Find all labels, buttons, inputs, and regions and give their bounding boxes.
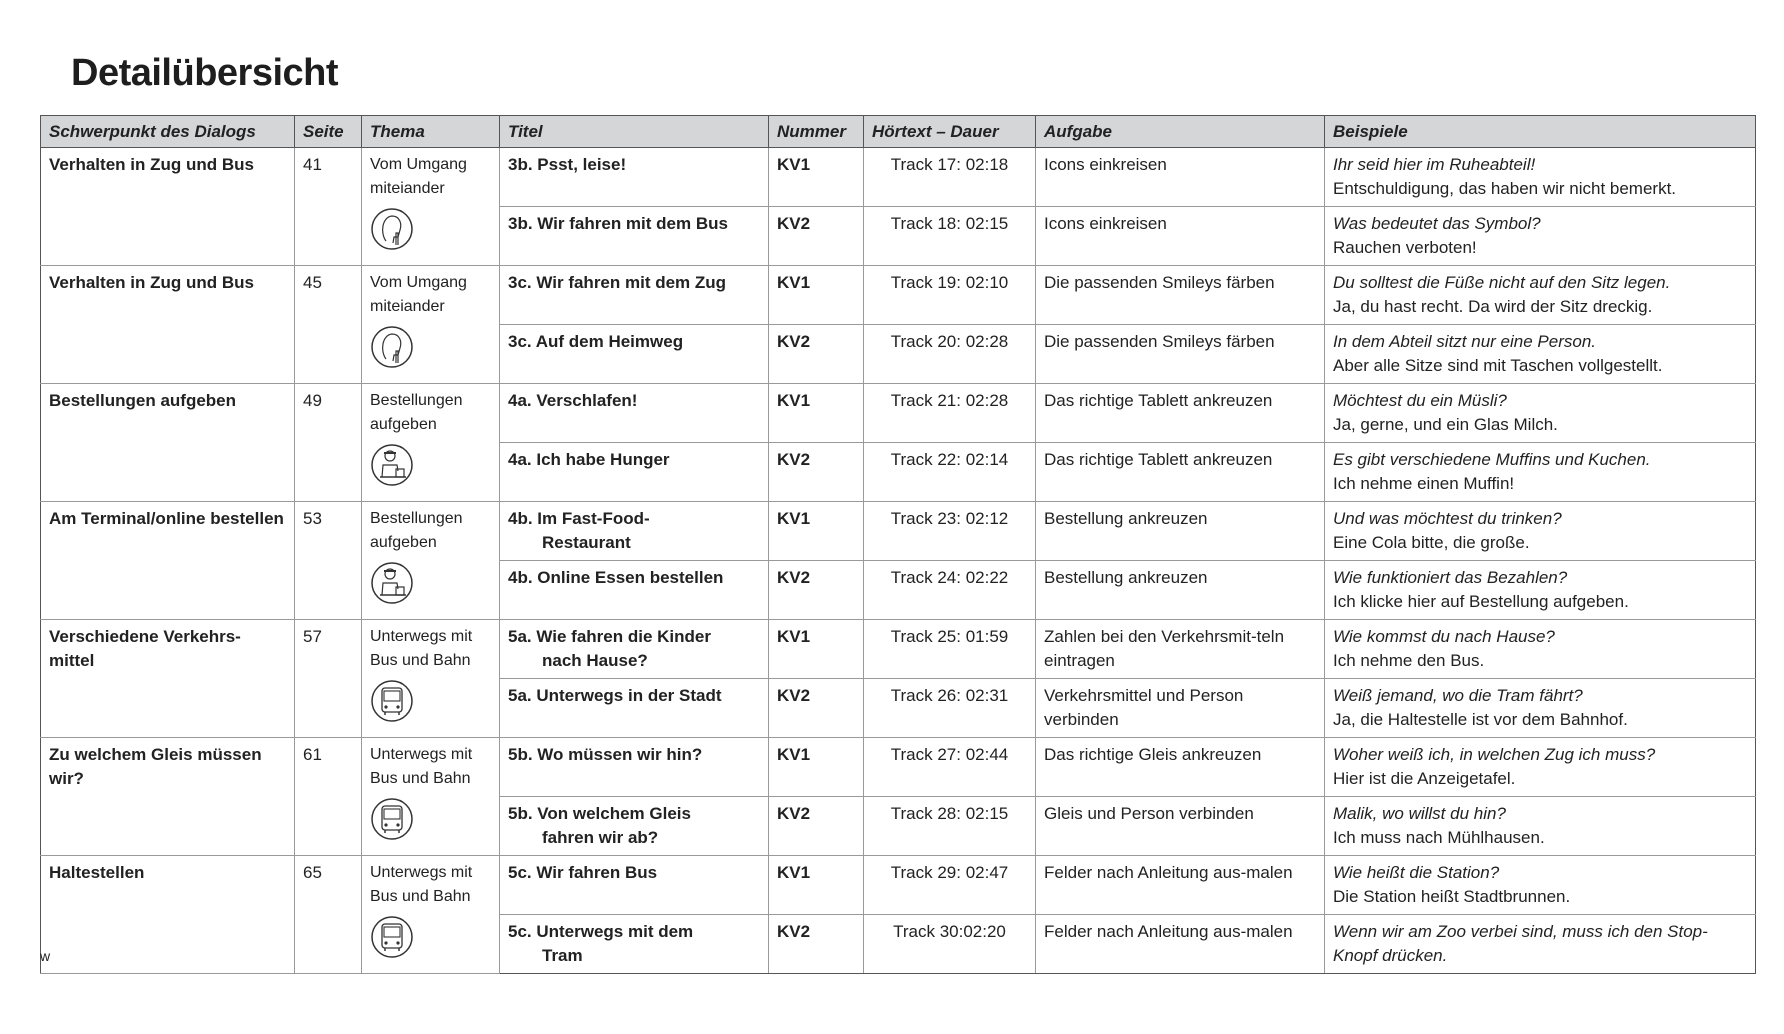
thema-cell — [362, 384, 500, 502]
table-row — [41, 856, 1756, 915]
titel-cell — [500, 561, 769, 620]
track-cell: Track 25: 01:59 — [864, 620, 1036, 679]
header-cell: Nummer — [769, 116, 864, 148]
schwerpunkt-cell: Verhalten in Zug und Bus — [41, 148, 295, 266]
nummer-cell: KV1 — [769, 738, 864, 797]
beispiele-cell — [1325, 502, 1756, 561]
example-question: Malik, wo willst du hin? — [1333, 804, 1506, 823]
table-row — [41, 266, 1756, 325]
example-question: Wie heißt die Station? — [1333, 863, 1500, 882]
nummer-cell: KV1 — [769, 856, 864, 915]
titel-line1: 4a. Verschlafen! — [508, 391, 638, 410]
header-cell: Beispiele — [1325, 116, 1756, 148]
nummer-cell: KV1 — [769, 266, 864, 325]
nummer-cell: KV2 — [769, 915, 864, 974]
seite-cell: 45 — [295, 266, 362, 384]
titel-line2: Restaurant — [542, 533, 631, 552]
aufgabe-cell: Verkehrsmittel und Person verbinden — [1036, 679, 1325, 738]
example-question: Du solltest die Füße nicht auf den Sitz legen. — [1333, 273, 1671, 292]
titel-cell — [500, 620, 769, 679]
detail-table — [40, 115, 1756, 974]
titel-cell — [500, 502, 769, 561]
schwerpunkt-cell: Zu welchem Gleis müssen wir? — [41, 738, 295, 856]
thema-label: Unterwegs mit Bus und Bahn — [370, 746, 473, 787]
example-question: Ihr seid hier im Ruheabteil! — [1333, 155, 1536, 174]
thema-cell — [362, 620, 500, 738]
cashier-icon — [370, 443, 491, 487]
example-question: Und was möchtest du trinken? — [1333, 509, 1562, 528]
bus-icon — [370, 797, 491, 841]
nummer-cell: KV2 — [769, 325, 864, 384]
titel-cell — [500, 266, 769, 325]
track-cell: Track 28: 02:15 — [864, 797, 1036, 856]
track-cell: Track 26: 02:31 — [864, 679, 1036, 738]
thema-cell — [362, 856, 500, 974]
example-answer: Aber alle Sitze sind mit Taschen vollgestellt. — [1333, 356, 1663, 375]
titel-line1: 5a. Unterwegs in der Stadt — [508, 686, 722, 705]
titel-line1: 3c. Auf dem Heimweg — [508, 332, 684, 351]
beispiele-cell — [1325, 679, 1756, 738]
aufgabe-cell: Das richtige Gleis ankreuzen — [1036, 738, 1325, 797]
aufgabe-cell: Bestellung ankreuzen — [1036, 561, 1325, 620]
nummer-cell: KV2 — [769, 797, 864, 856]
thema-label: Bestellungen aufgeben — [370, 510, 463, 551]
thema-label: Unterwegs mit Bus und Bahn — [370, 628, 473, 669]
track-cell: Track 29: 02:47 — [864, 856, 1036, 915]
example-answer: Ich muss nach Mühlhausen. — [1333, 828, 1545, 847]
footer-mark: w — [40, 948, 51, 964]
table-row — [41, 620, 1756, 679]
track-cell: Track 22: 02:14 — [864, 443, 1036, 502]
thema-cell — [362, 502, 500, 620]
seite-cell: 53 — [295, 502, 362, 620]
titel-cell — [500, 915, 769, 974]
example-answer: Entschuldigung, das haben wir nicht bemerkt. — [1333, 179, 1677, 198]
table-row — [41, 148, 1756, 207]
example-question: Wenn wir am Zoo verbei sind, muss ich den Stop-Knopf drücken. — [1333, 922, 1708, 965]
schwerpunkt-cell: Am Terminal/online bestellen — [41, 502, 295, 620]
nummer-cell: KV1 — [769, 148, 864, 207]
nummer-cell: KV2 — [769, 561, 864, 620]
seite-cell: 41 — [295, 148, 362, 266]
nummer-cell: KV1 — [769, 620, 864, 679]
header-cell: Thema — [362, 116, 500, 148]
page-title: Detailübersicht — [71, 52, 339, 94]
seite-cell: 61 — [295, 738, 362, 856]
beispiele-cell — [1325, 797, 1756, 856]
beispiele-cell — [1325, 915, 1756, 974]
thema-label: Unterwegs mit Bus und Bahn — [370, 864, 473, 905]
beispiele-cell — [1325, 620, 1756, 679]
example-answer: Hier ist die Anzeigetafel. — [1333, 769, 1516, 788]
thema-cell — [362, 266, 500, 384]
schwerpunkt-cell: Bestellungen aufgeben — [41, 384, 295, 502]
titel-line2: nach Hause? — [542, 651, 648, 670]
track-cell: Track 20: 02:28 — [864, 325, 1036, 384]
schwerpunkt-cell: Verschiedene Verkehrs-mittel — [41, 620, 295, 738]
example-question: Woher weiß ich, in welchen Zug ich muss? — [1333, 745, 1656, 764]
thema-label: Bestellungen aufgeben — [370, 392, 463, 433]
track-cell: Track 19: 02:10 — [864, 266, 1036, 325]
titel-line2: Tram — [542, 946, 583, 965]
example-question: Möchtest du ein Müsli? — [1333, 391, 1507, 410]
beispiele-cell — [1325, 325, 1756, 384]
titel-cell — [500, 148, 769, 207]
table-row — [41, 738, 1756, 797]
thema-cell — [362, 148, 500, 266]
titel-cell — [500, 679, 769, 738]
track-cell: Track 27: 02:44 — [864, 738, 1036, 797]
example-question: Wie kommst du nach Hause? — [1333, 627, 1555, 646]
aufgabe-cell: Felder nach Anleitung aus-malen — [1036, 856, 1325, 915]
bus-icon — [370, 915, 491, 959]
seite-cell: 49 — [295, 384, 362, 502]
example-answer: Rauchen verboten! — [1333, 238, 1477, 257]
example-answer: Ich nehme den Bus. — [1333, 651, 1485, 670]
titel-line1: 4b. Im Fast-Food- — [508, 509, 650, 528]
face-finger-on-lips-icon — [370, 207, 491, 251]
example-answer: Ich nehme einen Muffin! — [1333, 474, 1515, 493]
thema-label: Vom Umgang miteiander — [370, 156, 467, 197]
aufgabe-cell: Das richtige Tablett ankreuzen — [1036, 443, 1325, 502]
beispiele-cell — [1325, 443, 1756, 502]
aufgabe-cell: Gleis und Person verbinden — [1036, 797, 1325, 856]
schwerpunkt-cell: Verhalten in Zug und Bus — [41, 266, 295, 384]
example-question: Weiß jemand, wo die Tram fährt? — [1333, 686, 1583, 705]
table-row — [41, 502, 1756, 561]
track-cell: Track 24: 02:22 — [864, 561, 1036, 620]
titel-line1: 5b. Von welchem Gleis — [508, 804, 691, 823]
titel-line1: 5c. Wir fahren Bus — [508, 863, 658, 882]
titel-line1: 5c. Unterwegs mit dem — [508, 922, 694, 941]
titel-line1: 5a. Wie fahren die Kinder — [508, 627, 711, 646]
titel-line2: fahren wir ab? — [542, 828, 659, 847]
aufgabe-cell: Die passenden Smileys färben — [1036, 325, 1325, 384]
track-cell: Track 23: 02:12 — [864, 502, 1036, 561]
aufgabe-cell: Felder nach Anleitung aus-malen — [1036, 915, 1325, 974]
example-answer: Ich klicke hier auf Bestellung aufgeben. — [1333, 592, 1629, 611]
bus-icon — [370, 679, 491, 723]
track-cell: Track 21: 02:28 — [864, 384, 1036, 443]
titel-cell — [500, 325, 769, 384]
beispiele-cell — [1325, 148, 1756, 207]
aufgabe-cell: Zahlen bei den Verkehrsmit-teln eintragen — [1036, 620, 1325, 679]
example-question: Was bedeutet das Symbol? — [1333, 214, 1541, 233]
example-answer: Ja, du hast recht. Da wird der Sitz dreckig. — [1333, 297, 1653, 316]
aufgabe-cell: Die passenden Smileys färben — [1036, 266, 1325, 325]
face-finger-on-lips-icon — [370, 325, 491, 369]
header-cell: Titel — [500, 116, 769, 148]
header-cell: Schwerpunkt des Dialogs — [41, 116, 295, 148]
example-answer: Die Station heißt Stadtbrunnen. — [1333, 887, 1571, 906]
beispiele-cell — [1325, 384, 1756, 443]
titel-cell — [500, 207, 769, 266]
titel-line1: 3c. Wir fahren mit dem Zug — [508, 273, 727, 292]
table-row — [41, 384, 1756, 443]
track-cell: Track 18: 02:15 — [864, 207, 1036, 266]
header-cell: Aufgabe — [1036, 116, 1325, 148]
titel-line1: 3b. Wir fahren mit dem Bus — [508, 214, 728, 233]
nummer-cell: KV1 — [769, 384, 864, 443]
seite-cell: 65 — [295, 856, 362, 974]
beispiele-cell — [1325, 738, 1756, 797]
titel-line1: 4b. Online Essen bestellen — [508, 568, 724, 587]
example-answer: Ja, die Haltestelle ist vor dem Bahnhof. — [1333, 710, 1628, 729]
example-question: Es gibt verschiedene Muffins und Kuchen. — [1333, 450, 1651, 469]
nummer-cell: KV1 — [769, 502, 864, 561]
header-cell: Hörtext – Dauer — [864, 116, 1036, 148]
example-answer: Ja, gerne, und ein Glas Milch. — [1333, 415, 1558, 434]
aufgabe-cell: Icons einkreisen — [1036, 207, 1325, 266]
aufgabe-cell: Bestellung ankreuzen — [1036, 502, 1325, 561]
titel-line1: 3b. Psst, leise! — [508, 155, 627, 174]
track-cell: Track 17: 02:18 — [864, 148, 1036, 207]
nummer-cell: KV2 — [769, 679, 864, 738]
titel-line1: 5b. Wo müssen wir hin? — [508, 745, 703, 764]
thema-cell — [362, 738, 500, 856]
header-cell: Seite — [295, 116, 362, 148]
titel-cell — [500, 738, 769, 797]
track-cell: Track 30:02:20 — [864, 915, 1036, 974]
nummer-cell: KV2 — [769, 207, 864, 266]
beispiele-cell — [1325, 266, 1756, 325]
nummer-cell: KV2 — [769, 443, 864, 502]
titel-cell — [500, 797, 769, 856]
aufgabe-cell: Das richtige Tablett ankreuzen — [1036, 384, 1325, 443]
example-answer: Eine Cola bitte, die große. — [1333, 533, 1530, 552]
beispiele-cell — [1325, 561, 1756, 620]
titel-cell — [500, 443, 769, 502]
schwerpunkt-cell: Haltestellen — [41, 856, 295, 974]
beispiele-cell — [1325, 207, 1756, 266]
seite-cell: 57 — [295, 620, 362, 738]
header-row — [41, 116, 1756, 148]
thema-label: Vom Umgang miteiander — [370, 274, 467, 315]
example-question: In dem Abteil sitzt nur eine Person. — [1333, 332, 1597, 351]
titel-cell — [500, 856, 769, 915]
titel-cell — [500, 384, 769, 443]
titel-line1: 4a. Ich habe Hunger — [508, 450, 670, 469]
aufgabe-cell: Icons einkreisen — [1036, 148, 1325, 207]
beispiele-cell — [1325, 856, 1756, 915]
example-question: Wie funktioniert das Bezahlen? — [1333, 568, 1568, 587]
cashier-icon — [370, 561, 491, 605]
